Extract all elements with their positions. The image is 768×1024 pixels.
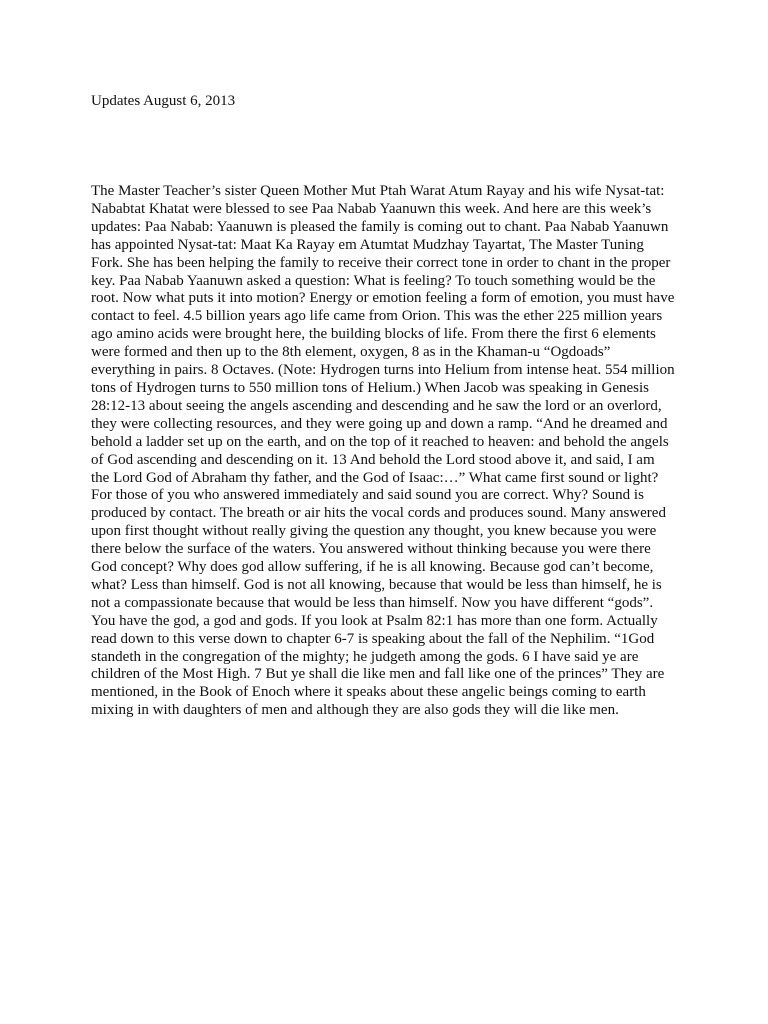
- body-text-line: everything in pairs. 8 Octaves. (Note: Hydrogen turns into Helium from intense heat. 554 million: [91, 362, 675, 379]
- body-text-line: not a compassionate because that would be less than himself. Now you have different “gods”.: [91, 594, 654, 611]
- body-text-line: You have the god, a god and gods. If you look at Psalm 82:1 has more than one form. Actually: [91, 612, 658, 629]
- body-text-line: root. Now what puts it into motion? Energy or emotion feeling a form of emotion, you must have: [91, 290, 675, 307]
- body-text-line: behold a ladder set up on the earth, and on the top of it reached to heaven: and behold the angels: [91, 433, 669, 450]
- body-text-line: Nababtat Khatat were blessed to see Paa Nabab Yaanuwn this week. And here are this week’s: [91, 200, 652, 217]
- body-text-line: there below the surface of the waters. You answered without thinking because you were there: [91, 541, 651, 558]
- body-text-line: God concept? Why does god allow suffering, if he is all knowing. Because god can’t become,: [91, 559, 654, 576]
- body-text-line: upon first thought without really giving the question any thought, you knew because you were: [91, 523, 657, 540]
- body-text-line: ago amino acids were brought here, the building blocks of life. From there the first 6 elements: [91, 326, 656, 343]
- body-text-line: of God ascending and descending on it. 13 And behold the Lord stood above it, and said, I am: [91, 451, 655, 468]
- document-body: [91, 183, 691, 720]
- body-text-line: 28:12-13 about seeing the angels ascending and descending and he saw the lord or an overlord,: [91, 397, 662, 414]
- body-text-line: what? Less than himself. God is not all knowing, because that would be less than himself, he is: [91, 576, 662, 593]
- body-text-line: mixing in with daughters of men and although they are also gods they will die like men.: [91, 702, 619, 719]
- body-text-line: children of the Most High. 7 But ye shall die like men and fall like one of the princes” They are: [91, 666, 665, 683]
- body-text-line: mentioned, in the Book of Enoch where it speaks about these angelic beings coming to earth: [91, 684, 646, 701]
- body-text-line: were formed and then up to the 8th element, oxygen, 8 as in the Khaman-u “Ogdoads”: [91, 344, 611, 361]
- body-text-line: Fork. She has been helping the family to receive their correct tone in order to chant in the proper: [91, 254, 671, 271]
- body-text-line: produced by contact. The breath or air hits the vocal cords and produces sound. Many answered: [91, 505, 666, 522]
- body-text-line: read down to this verse down to chapter 6-7 is speaking about the fall of the Nephilim. “1God: [91, 630, 655, 647]
- body-text-line: updates: Paa Nabab: Yaanuwn is pleased the family is coming out to chant. Paa Nabab Yaanuwn: [91, 218, 669, 235]
- body-text-line: tons of Hydrogen turns to 550 million tons of Helium.) When Jacob was speaking in Genesis: [91, 379, 649, 396]
- body-text-line: standeth in the congregation of the mighty; he judgeth among the gods. 6 I have said ye are: [91, 648, 639, 665]
- body-text-line: contact to feel. 4.5 billion years ago life came from Orion. This was the ether 225 million years: [91, 308, 663, 325]
- document-title: Updates August 6, 2013: [91, 93, 236, 109]
- body-text-line: key. Paa Nabab Yaanuwn asked a question: What is feeling? To touch something would be the: [91, 272, 656, 289]
- body-text-line: has appointed Nysat-tat: Maat Ka Rayay em Atumtat Mudzhay Tayartat, The Master Tuning: [91, 236, 644, 253]
- body-text-line: For those of you who answered immediately and said sound you are correct. Why? Sound is: [91, 487, 644, 504]
- body-text-line: the Lord God of Abraham thy father, and the God of Isaac:…” What came first sound or light?: [91, 469, 659, 486]
- body-text-line: they were collecting resources, and they were going up and down a ramp. “And he dreamed and: [91, 415, 668, 432]
- body-text-line: The Master Teacher’s sister Queen Mother Mut Ptah Warat Atum Rayay and his wife Nysat-tat:: [91, 183, 665, 199]
